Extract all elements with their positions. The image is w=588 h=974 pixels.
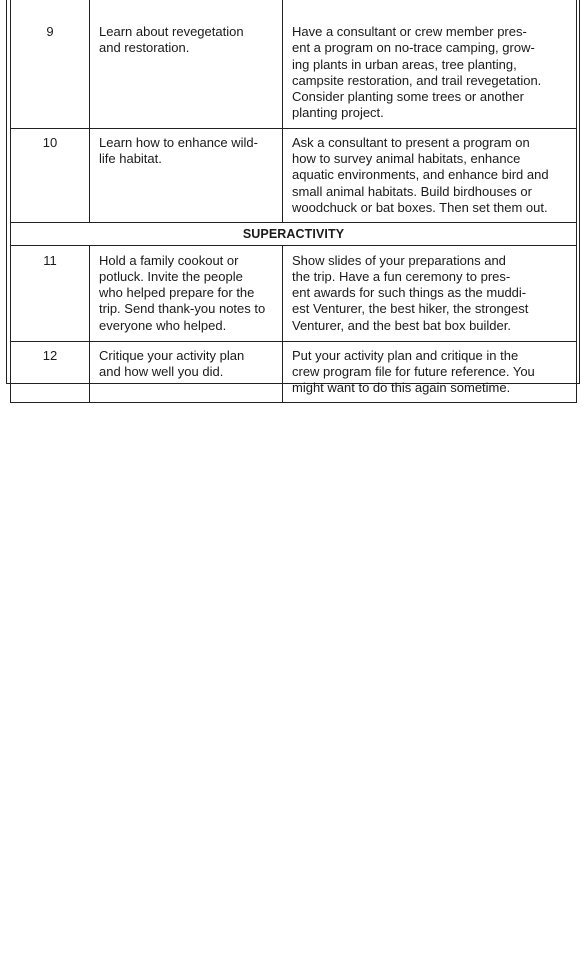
section-heading: SUPERACTIVITY bbox=[11, 223, 577, 245]
step-text-line: Learn about revegetation bbox=[99, 24, 244, 39]
how-text-line: ent a program on no-trace camping, grow- bbox=[292, 40, 535, 56]
row-number: 9 bbox=[11, 0, 90, 128]
row-number: 11 bbox=[11, 245, 90, 341]
step-text-line: potluck. Invite the people bbox=[99, 268, 243, 284]
how-text-line: how to survey animal habitats, enhance bbox=[292, 151, 521, 167]
table-row bbox=[11, 341, 577, 403]
how-text-line: ent awards for such things as the muddi- bbox=[292, 285, 527, 301]
how-text-line: Show slides of your preparations and bbox=[292, 252, 506, 268]
how-text-line: Have a consultant or crew member pres- bbox=[292, 24, 527, 39]
step-cell bbox=[90, 341, 283, 403]
activity-table bbox=[10, 0, 577, 403]
how-text-line: Consider planting some trees or another bbox=[292, 89, 524, 105]
how-text-line: ing plants in urban areas, tree planting, bbox=[292, 56, 517, 72]
step-cell bbox=[90, 0, 283, 128]
step-text-line: Hold a family cookout or bbox=[99, 252, 239, 268]
how-text-line: aquatic environments, and enhance bird and bbox=[292, 167, 549, 183]
step-text-line: Critique your activity plan bbox=[99, 347, 245, 363]
table-row bbox=[11, 245, 577, 341]
table-row bbox=[11, 0, 577, 128]
how-text-line: est Venturer, the best hiker, the strongest bbox=[292, 301, 529, 317]
how-text-line: the trip. Have a fun ceremony to pres- bbox=[292, 268, 511, 284]
how-cell bbox=[283, 245, 577, 341]
step-text-line: who helped prepare for the bbox=[99, 285, 255, 301]
how-text-line: Ask a consultant to present a program on bbox=[292, 134, 530, 150]
step-cell bbox=[90, 245, 283, 341]
how-text-line: planting project. bbox=[292, 105, 384, 121]
how-text-line: woodchuck or bat boxes. Then set them out. bbox=[292, 199, 548, 215]
how-text-line: Venturer, and the best bat box builder. bbox=[292, 317, 511, 333]
table-row bbox=[11, 128, 577, 222]
step-text-line: Learn how to enhance wild- bbox=[99, 134, 258, 150]
step-text-line: everyone who helped. bbox=[99, 317, 227, 333]
how-cell bbox=[283, 0, 577, 128]
step-text-line: and how well you did. bbox=[99, 363, 224, 379]
row-number: 10 bbox=[11, 128, 90, 222]
row-number: 12 bbox=[11, 341, 90, 403]
step-text-line: and restoration. bbox=[99, 40, 190, 56]
how-text-line: crew program file for future reference. You bbox=[292, 363, 535, 379]
how-cell bbox=[283, 128, 577, 222]
step-cell bbox=[90, 128, 283, 222]
step-text-line: life habitat. bbox=[99, 151, 162, 167]
how-cell bbox=[283, 341, 577, 403]
section-heading-row bbox=[11, 223, 577, 245]
step-text-line: trip. Send thank-you notes to bbox=[99, 301, 266, 317]
how-text-line: might want to do this again sometime. bbox=[292, 380, 511, 396]
how-text-line: campsite restoration, and trail revegetation. bbox=[292, 72, 542, 88]
how-text-line: small animal habitats. Build birdhouses or bbox=[292, 183, 532, 199]
how-text-line: Put your activity plan and critique in the bbox=[292, 347, 519, 363]
